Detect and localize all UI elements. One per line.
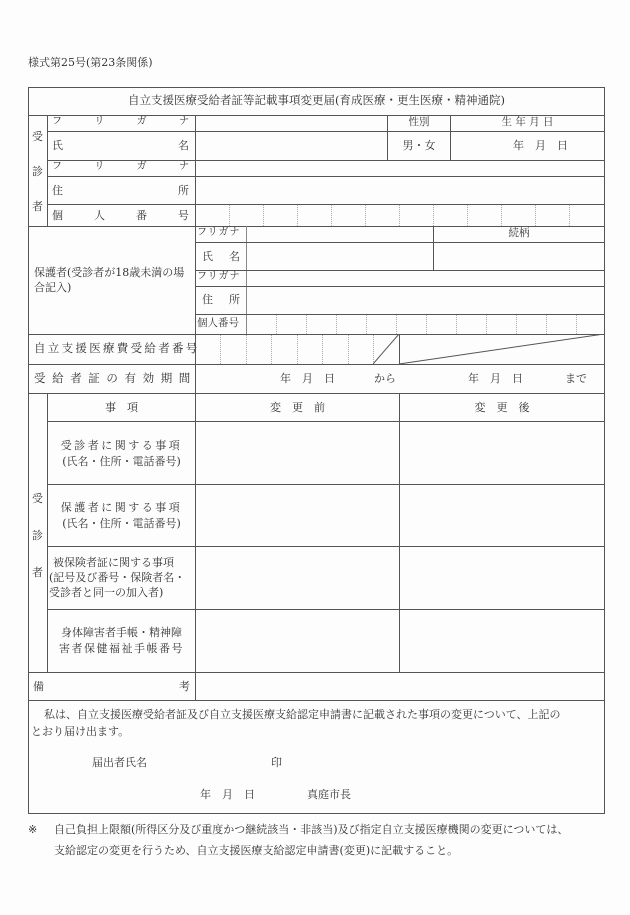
label-char: 住 xyxy=(202,293,213,306)
side-char: 受 xyxy=(32,129,43,143)
label-char: 名 xyxy=(178,139,189,152)
label-char: 所 xyxy=(229,293,240,306)
declaration-line2: とおり届け出ます。 xyxy=(31,725,130,738)
row-line: 害者保健福祉手帳番号 xyxy=(59,642,184,655)
validity-from-word: から xyxy=(374,372,396,385)
label-char: 個 xyxy=(52,209,63,222)
label-char: 氏 xyxy=(52,139,63,152)
patient-furigana-field[interactable] xyxy=(196,116,386,130)
change-after-field[interactable] xyxy=(400,485,603,545)
row-line: 受診者に関する事項 xyxy=(60,439,183,452)
recipient-number-diagonals xyxy=(373,334,604,365)
change-row-label xyxy=(49,555,195,600)
change-before-field[interactable] xyxy=(196,422,398,483)
note-line1: 自己負担上限額(所得区分及び重度かつ継続該当・非該当)及び指定自立支援医療機関の変更については、 xyxy=(54,823,569,836)
patient-furigana2-label xyxy=(52,162,189,172)
patient-name-field[interactable] xyxy=(196,132,386,159)
guardian-label: 保護者(受診者が18歳未満の場合記入) xyxy=(34,266,185,294)
header-before: 変 更 前 xyxy=(270,401,325,414)
patient-address-label xyxy=(52,185,189,196)
note-mark: ※ xyxy=(28,823,38,836)
patient-name-label xyxy=(52,140,189,151)
label-char: 所 xyxy=(178,184,189,197)
patient-address-furigana-field[interactable] xyxy=(196,161,603,175)
applicant-name-field[interactable] xyxy=(160,752,270,770)
change-row-label xyxy=(48,438,195,470)
row-line: 受診者と同一の加入者) xyxy=(49,586,164,599)
validity-label: 受給者証の有効期間 xyxy=(34,371,197,385)
form-title: 自立支援医療受給者証等記載事項変更届(育成医療・更生医療・精神通院) xyxy=(128,93,505,107)
remarks-field[interactable] xyxy=(196,673,603,699)
label-char: フ xyxy=(52,161,62,172)
remarks-label xyxy=(33,681,190,692)
label-char: ガ xyxy=(136,161,147,172)
label-char: ナ xyxy=(178,116,189,127)
changes-side-label xyxy=(28,480,47,590)
guardian-furigana-field[interactable] xyxy=(247,227,432,241)
addressee: 真庭市長 xyxy=(307,788,351,801)
guardian-address-furigana-field[interactable] xyxy=(247,271,603,285)
form-number: 様式第25号(第23条関係) xyxy=(28,56,153,69)
sex-header: 性別 xyxy=(408,116,430,128)
change-row-label xyxy=(48,625,195,657)
change-row-label xyxy=(48,500,195,532)
label-char: 備 xyxy=(33,680,44,693)
patient-id-label xyxy=(52,210,189,221)
row-line: (氏名・住所・電話番号) xyxy=(62,455,181,468)
change-after-field[interactable] xyxy=(400,422,603,483)
label-char: リ xyxy=(94,161,105,172)
side-char: 診 xyxy=(32,528,43,542)
guardian-furigana-label: フリガナ xyxy=(197,227,241,238)
guardian-name-label xyxy=(202,251,240,262)
seal-mark: 印 xyxy=(271,756,282,769)
row-line: (記号及び番号・保険者名・ xyxy=(49,571,186,584)
recipient-number-label: 自立支援医療費受給者番号 xyxy=(34,341,200,355)
row-line: 身体障害者手帳・精神障 xyxy=(61,626,182,639)
validity-to-date[interactable]: 年 月 日 xyxy=(468,372,523,385)
label-char: 番 xyxy=(136,209,147,222)
change-before-field[interactable] xyxy=(196,485,398,545)
label-char: 名 xyxy=(229,250,240,263)
row-line: (氏名・住所・電話番号) xyxy=(62,517,181,530)
change-after-field[interactable] xyxy=(400,610,603,671)
side-char: 者 xyxy=(32,565,43,579)
label-char: ナ xyxy=(178,161,189,172)
label-char: 号 xyxy=(178,209,189,222)
dob-header: 生 年 月 日 xyxy=(501,116,554,128)
side-char: 診 xyxy=(32,164,43,178)
side-char: 者 xyxy=(32,199,43,213)
patient-furigana-label xyxy=(52,117,189,127)
guardian-address-label xyxy=(202,294,240,305)
dob-field[interactable]: 年 月 日 xyxy=(513,139,568,152)
note-line2: 支給認定の変更を行うため、自立支援医療支給認定申請書(変更)に記載すること。 xyxy=(54,844,459,857)
declaration-line1: 私は、自立支援医療受給者証及び自立支援医療支給認定申請書に記載された事項の変更について、上記の xyxy=(44,708,561,721)
label-char: 考 xyxy=(179,680,190,693)
guardian-name-field[interactable] xyxy=(247,243,432,269)
patient-address-field[interactable] xyxy=(196,177,603,203)
patient-side-label xyxy=(28,118,47,223)
patient-id-number-field[interactable] xyxy=(196,205,603,225)
guardian-furigana2-label: フリガナ xyxy=(197,271,241,282)
change-before-field[interactable] xyxy=(196,610,398,671)
applicant-name-label: 届出者氏名 xyxy=(92,756,147,769)
change-after-field[interactable] xyxy=(400,547,603,608)
relation-header: 続柄 xyxy=(508,227,530,239)
label-char: フ xyxy=(52,116,62,127)
validity-to-word: まで xyxy=(565,372,587,385)
label-char: 人 xyxy=(94,209,105,222)
side-char: 受 xyxy=(32,492,43,506)
sex-choice[interactable]: 男・女 xyxy=(402,139,436,152)
guardian-relation-field[interactable] xyxy=(434,243,603,269)
declaration-date[interactable]: 年 月 日 xyxy=(200,788,255,801)
label-char: 氏 xyxy=(202,250,213,263)
header-item: 事 項 xyxy=(105,401,138,414)
recipient-number-field[interactable] xyxy=(196,335,372,363)
change-before-field[interactable] xyxy=(196,547,398,608)
row-line: 被保険者証に関する事項 xyxy=(53,556,174,569)
label-char: ガ xyxy=(136,116,147,127)
guardian-id-number-field[interactable] xyxy=(247,315,603,333)
row-line: 保護者に関する事項 xyxy=(60,501,183,514)
header-after: 変 更 後 xyxy=(474,401,530,414)
validity-from-date[interactable]: 年 月 日 xyxy=(280,372,335,385)
guardian-id-label: 個人番号 xyxy=(197,317,239,329)
guardian-address-field[interactable] xyxy=(247,287,603,313)
label-char: リ xyxy=(94,116,105,127)
label-char: 住 xyxy=(52,184,63,197)
